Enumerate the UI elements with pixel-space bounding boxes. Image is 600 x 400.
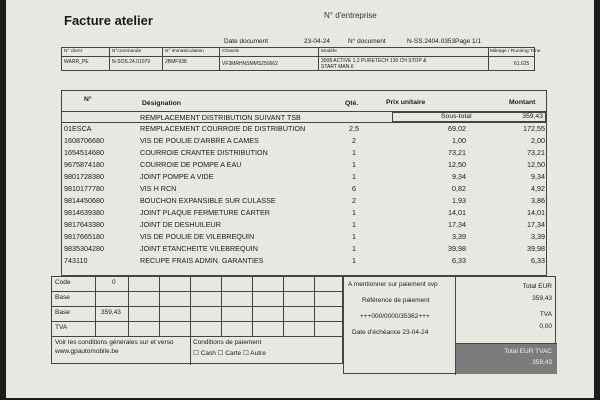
mileage-value: 61.625 (514, 61, 530, 67)
payment-options: ☐ Cash ☐ Carte ☐ Autre (193, 350, 266, 357)
table-row: 1608706680 VIS DE POULIE D'ARBRE A CAMES 2 1,00 2,00 (64, 136, 545, 145)
document-number-value: N-SS.2404.0353Page 1/1 (407, 38, 482, 45)
table-row: 743110 RECUPE FRAIS ADMIN. GARANTIES 1 6,33 6,33 (64, 256, 545, 265)
model-value: 3008 ACTIVE 1.2 PURETECH 130 CH STOP & (321, 58, 427, 64)
order-number-value: N-SOS.24.01079 (112, 59, 151, 65)
vat-label: TVA (539, 311, 552, 318)
total-eur-label: Total EUR (522, 283, 552, 290)
document-number-label: N° document (348, 38, 386, 45)
col-header-amount: Montant (509, 99, 536, 106)
subtotal-label: Sous-total (441, 113, 472, 120)
table-row: 9810177780 VIS H RCN 6 0,82 4,92 (64, 184, 545, 193)
card-checkbox[interactable]: ☐ (217, 350, 224, 357)
col-header-qty: Qté. (345, 100, 359, 107)
invoice-paper (6, 0, 594, 398)
total-eur-value: 359,43 (532, 295, 552, 302)
payment-conditions-label: Conditions de paiement (193, 339, 262, 346)
chassis-value: VF3MRHNSMMS250662 (222, 61, 278, 67)
table-row: 9675874180 COURROIE DE POMPE A EAU 1 12,50 12,50 (64, 160, 545, 169)
base2-value: 359,43 (101, 309, 121, 316)
section-title: REMPLACEMENT DISTRIBUTION SUIVANT TSB (140, 113, 301, 122)
table-row: 9814639380 JOINT PLAQUE FERMETURE CARTER 1 14,01 14,01 (64, 208, 545, 217)
reference-value: +++000/0000/35362+++ (360, 313, 430, 320)
vat-base-grid (51, 276, 343, 364)
chassis-label: Chassis (222, 49, 240, 54)
order-number-label: N°commande (112, 49, 142, 54)
other-checkbox[interactable]: ☐ (243, 350, 249, 357)
echeance-label: Date d'échéance 23-04-24 (352, 329, 429, 336)
registration-label: N° immatriculation (165, 49, 204, 54)
base2-label: Base (55, 309, 70, 316)
code-label: Code (55, 279, 71, 286)
tva-label: TVA (55, 324, 68, 331)
client-number-value: WARR_PE (64, 59, 89, 65)
table-row: 9814450680 BOUCHON EXPANSIBLE SUR CULASSE 2 1,93 3,86 (64, 196, 545, 205)
reference-label: Référence de paiement (362, 297, 430, 304)
total-tvac-value: 359,43 (532, 359, 552, 366)
table-row: 1654514680 COURROIE CRANTEE DISTRIBUTION 1 73,21 73,21 (64, 148, 545, 157)
subtotal-box (392, 112, 546, 122)
col-header-number: N° (84, 96, 92, 103)
model-value-2: START MAN.6 (321, 64, 354, 70)
mention-label: A mentionner sur paiement svp (348, 281, 438, 288)
col-header-designation: Désignation (142, 100, 181, 107)
total-tvac-label: Total EUR TVAC (504, 348, 552, 355)
document-title: Facture atelier (64, 13, 153, 28)
vehicle-info-table (61, 47, 541, 71)
table-row: 01ESCA REMPLACEMENT COURROIE DE DISTRIBUTION 2,5 69,02 172,55 (64, 124, 545, 133)
subtotal-value: 359,43 (522, 113, 543, 120)
code-value: 0 (112, 279, 116, 286)
col-header-unit-price: Prix unitaire (386, 99, 426, 106)
table-row: 9835304280 JOINT ETANCHEITE VILEBREQUIN 1 39,98 39,98 (64, 244, 545, 253)
base-label: Base (55, 294, 70, 301)
date-document-label: Date document (224, 38, 269, 45)
conditions-text: Voir les conditions générales sur et verso (55, 339, 174, 346)
date-document-value: 23-04-24 (304, 38, 331, 45)
items-table (61, 90, 547, 276)
table-row: 9817665180 VIS DE POULIE DE VILEBREQUIN 1 3,39 3,39 (64, 232, 545, 241)
client-number-label: N° client (64, 49, 82, 54)
mileage-label: Mileage / Running Time (490, 49, 541, 54)
model-label: Modèle (321, 49, 337, 54)
table-row: 9817643380 JOINT DE DESHUILEUR 1 17,34 17,34 (64, 220, 545, 229)
vat-value: 0,00 (539, 323, 552, 330)
totals-box (343, 276, 556, 374)
website-text: www.gpautomobile.be (55, 348, 119, 355)
registration-value: 2BMF938 (165, 59, 187, 65)
cash-checkbox[interactable]: ☐ (193, 350, 199, 357)
enterprise-number-label: N° d'entreprise (324, 11, 377, 20)
table-row: 9801728380 JOINT POMPE A VIDE 1 9,34 9,34 (64, 172, 545, 181)
